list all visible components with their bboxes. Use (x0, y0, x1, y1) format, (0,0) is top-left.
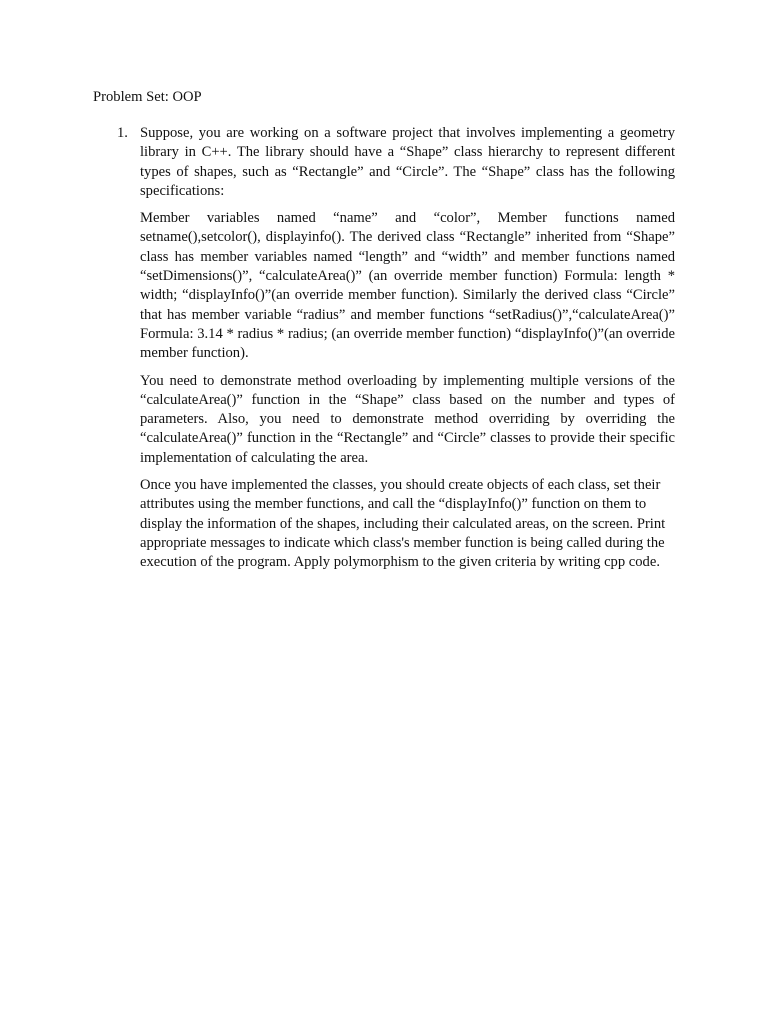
problem-intro-paragraph: Suppose, you are working on a software project that involves implementing a geometry library in C++. The library should have a “Shape” class hierarchy to represent different types of shapes, such as “Rectangle” and “Circle”. The “Shape” class has the following specifications: (140, 125, 675, 199)
class-specification-paragraph: Member variables named “name” and “color”, Member functions named setname(),setcolor(), displayinfo(). The derived class “Rectangle” inherited from “Shape” class has member variables named “length” and “width” and member functions named “setDimensions()”, “calculateArea()” (an override member function) Formula: length * width; “displayInfo()”(an override member function). Similarly the derived class “Circle” that has member variable “radius” and member functions “setRadius()”,“calculateArea()” Formula: 3.14 * radius * radius; (an override member function) “displayInfo()”(an override member function). (140, 210, 675, 362)
list-item-number: 1. (117, 125, 128, 141)
overloading-paragraph: You need to demonstrate method overloading by implementing multiple versions of the “calculateArea()” function in the “Shape” class based on the number and types of parameters. Also, you need to demonstrate method overriding by overriding the “calculateArea()” function in the “Rectangle” and “Circle” classes to provide their specific implementation of calculating the area. (140, 372, 675, 466)
implementation-paragraph: Once you have implemented the classes, you should create objects of each class, set their attributes using the member functions, and call the “displayInfo()” function on them to display the information of the shapes, including their calculated areas, on the screen. Print appropriate messages to indicate which class's member function is being called during the execution of the program. Apply polymorphism to the given criteria by writing cpp code. (140, 477, 666, 571)
list-item-body (140, 124, 675, 581)
document-title: Problem Set: OOP (93, 89, 202, 105)
